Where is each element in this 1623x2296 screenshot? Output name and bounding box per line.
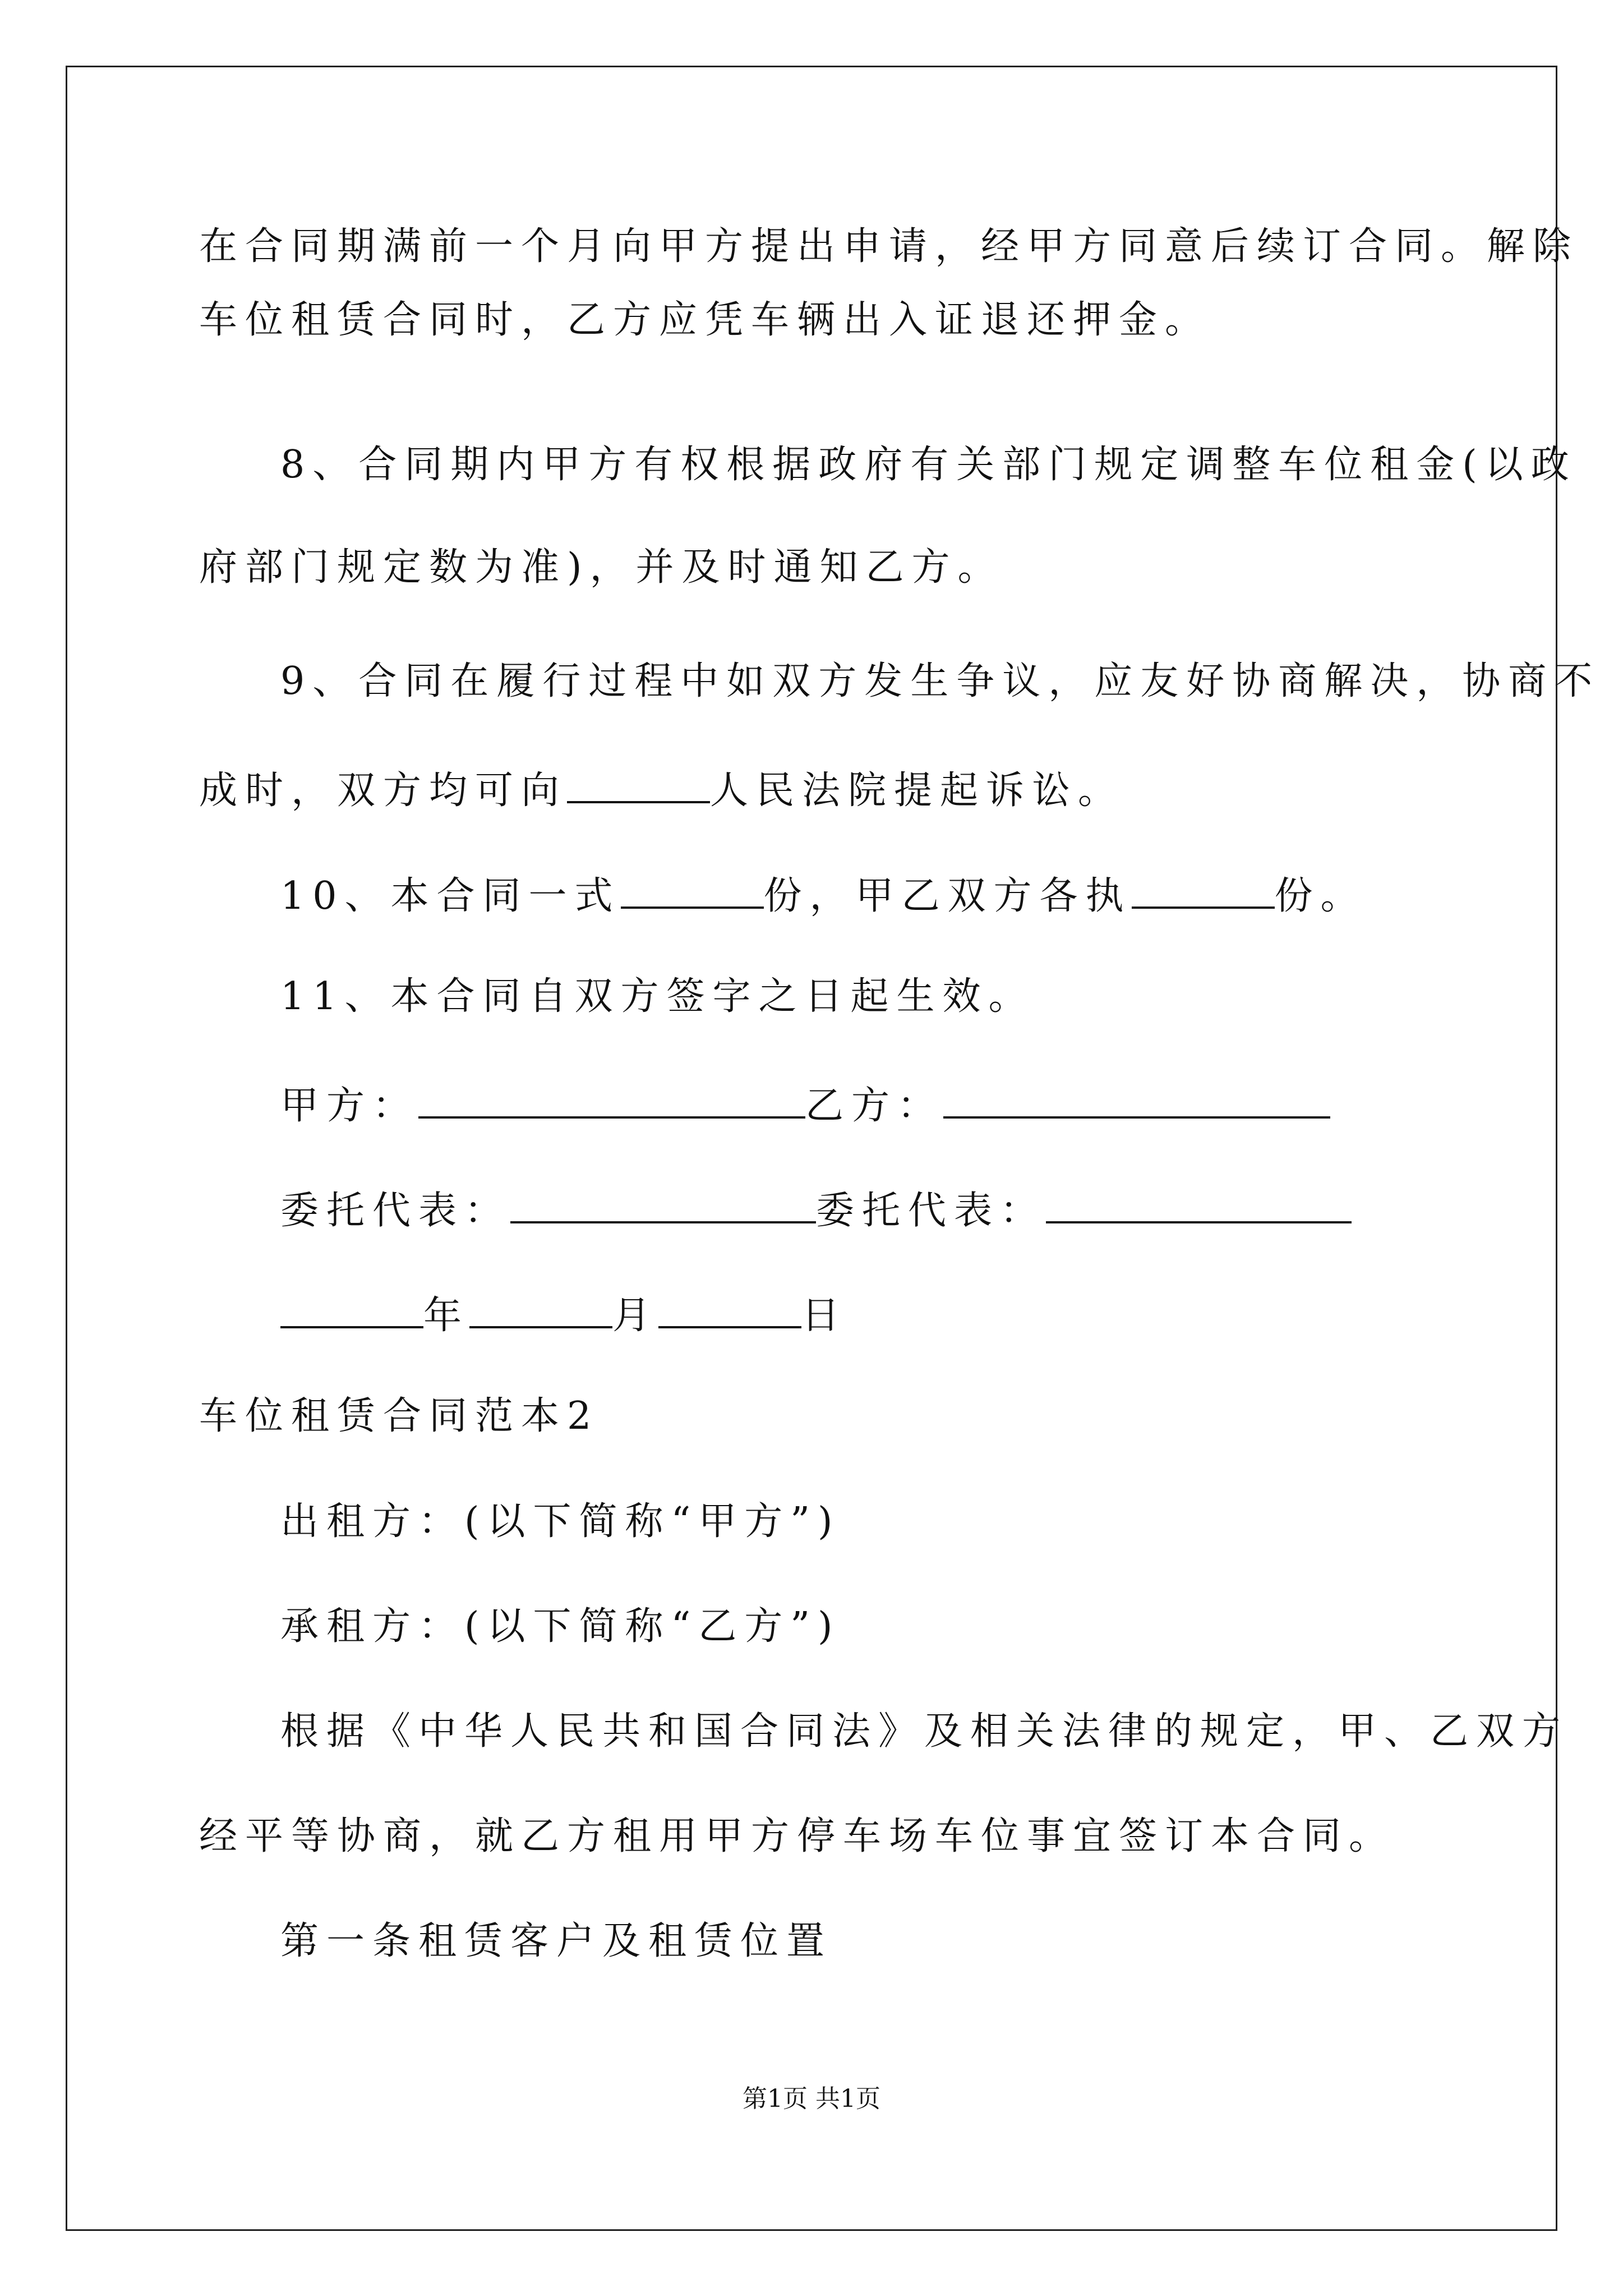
copies-total-blank [621,873,764,909]
rep-b-blank [1046,1188,1352,1223]
clause-10-text-a: 10、本合同一式 [280,874,621,918]
day-label: 日 [801,1294,848,1338]
party-a-label: 甲方： [280,1084,419,1128]
party-signature-line [280,1083,1330,1128]
month-label: 月 [612,1294,659,1338]
year-label: 年 [423,1294,470,1338]
party-a-blank [418,1083,805,1119]
clause-10 [280,873,1367,918]
paragraph-7-line-1: 在合同期满前一个月向甲方提出申请，经甲方同意后续订合同。解除 [199,224,1579,269]
representative-line [280,1188,1352,1233]
month-blank [469,1292,612,1328]
date-line [280,1292,848,1338]
article-1-heading: 第一条租赁客户及租赁位置 [280,1919,833,1963]
court-blank [567,767,710,803]
clause-9-text-b: 人民法院提起诉讼。 [710,769,1124,813]
preamble-line-2: 经平等协商，就乙方租用甲方停车场车位事宜签订本合同。 [199,1814,1395,1858]
preamble-line-1: 根据《中华人民共和国合同法》及相关法律的规定，甲、乙双方 [280,1709,1569,1754]
clause-10-text-c: 份。 [1274,874,1367,918]
clause-8-line-1: 8、合同期内甲方有权根据政府有关部门规定调整车位租金(以政 [280,443,1577,487]
section-title-template-2: 车位租赁合同范本2 [199,1394,600,1438]
party-b-blank [943,1083,1330,1119]
day-blank [658,1292,801,1328]
rep-a-label: 委托代表： [280,1189,511,1233]
rep-b-label: 委托代表： [816,1189,1046,1233]
clause-10-text-b: 份，甲乙双方各执 [763,874,1132,918]
rep-a-blank [510,1188,816,1223]
lessee-line: 承租方：(以下简称“乙方”) [280,1604,841,1649]
lessor-line: 出租方：(以下简称“甲方”) [280,1499,841,1544]
clause-9-line-1: 9、合同在履行过程中如双方发生争议，应友好协商解决，协商不 [280,659,1601,703]
copies-each-blank [1132,873,1275,909]
clause-9-line-2 [199,767,1124,813]
clause-9-text-a: 成时，双方均可向 [199,769,568,813]
party-b-label: 乙方： [805,1084,944,1128]
clause-11: 11、本合同自双方签字之日起生效。 [280,974,1035,1019]
paragraph-7-line-2: 车位租赁合同时，乙方应凭车辆出入证退还押金。 [199,298,1211,342]
page-border [66,66,1557,2231]
clause-8-line-2: 府部门规定数为准)，并及时通知乙方。 [199,545,1004,590]
page-footer: 第1页 共1页 [743,2085,880,2113]
year-blank [280,1292,423,1328]
